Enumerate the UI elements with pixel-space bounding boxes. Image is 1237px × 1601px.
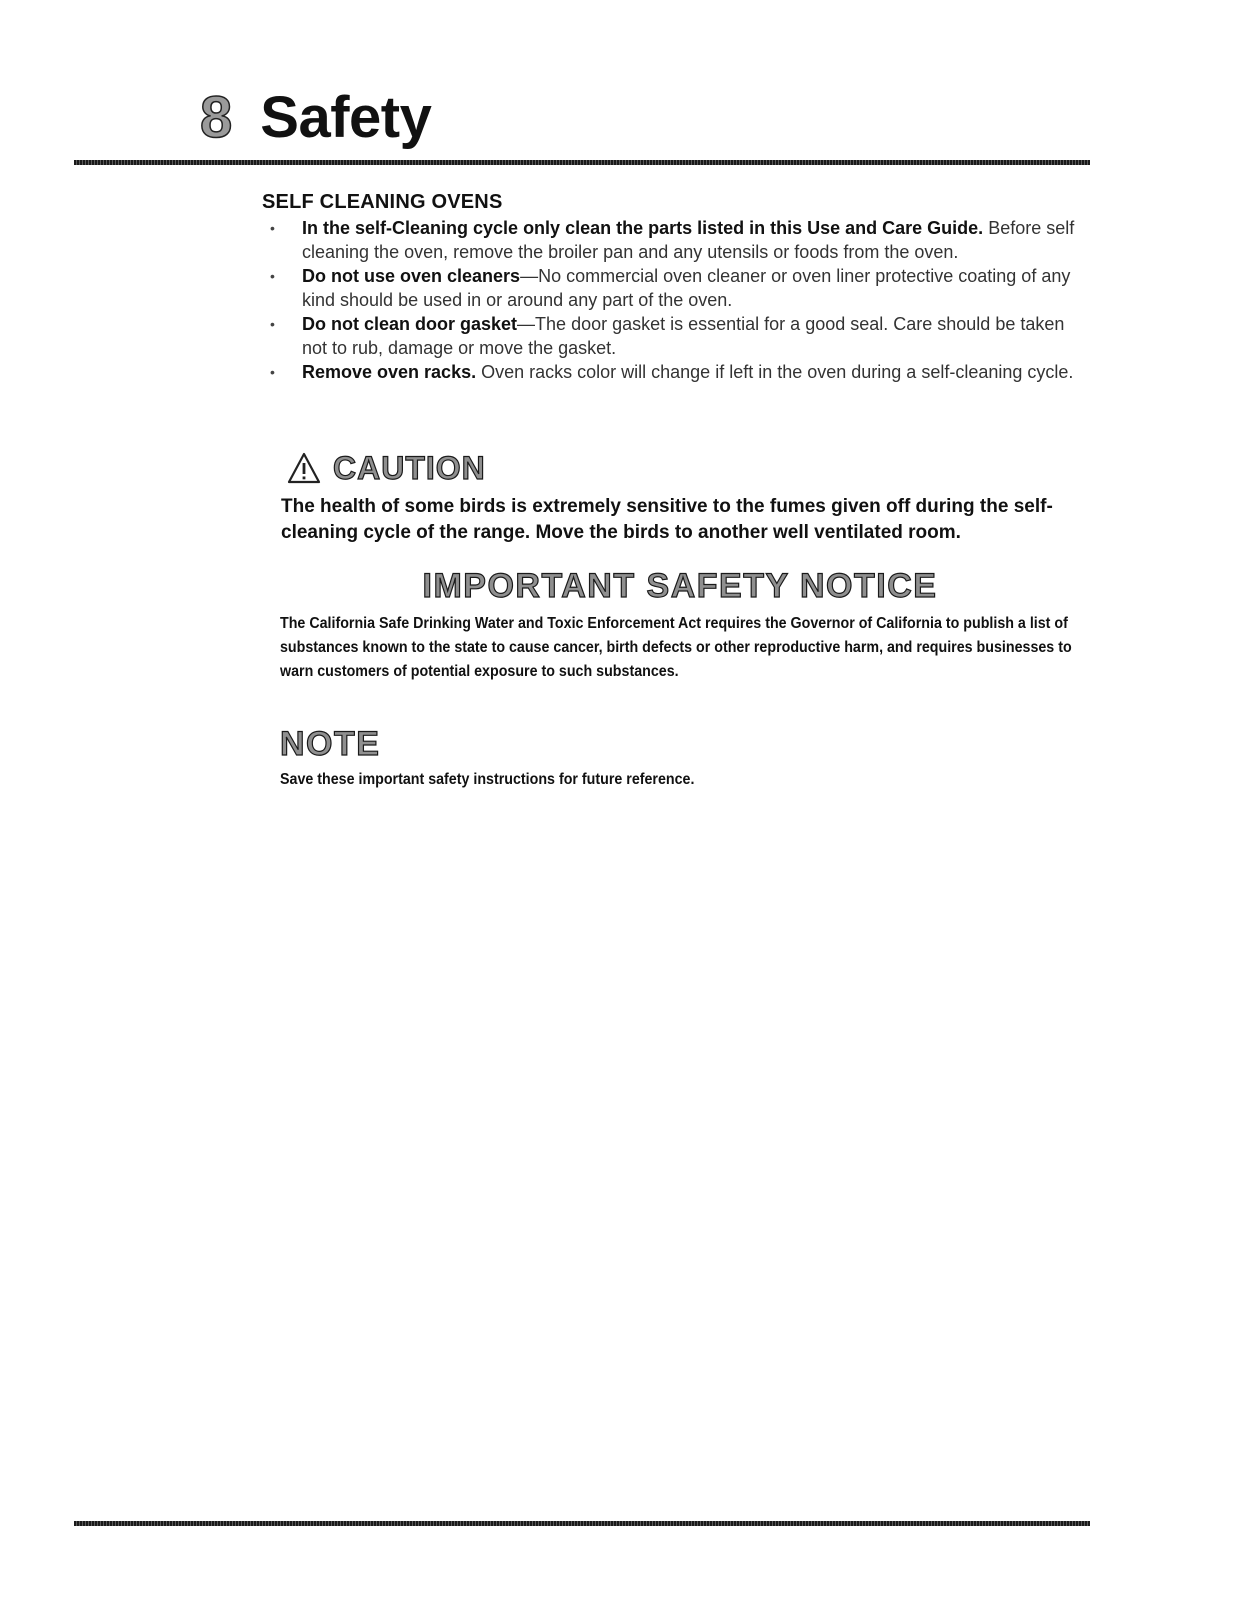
notice-heading: IMPORTANT SAFETY NOTICE — [422, 567, 938, 605]
caution-title — [287, 448, 1091, 488]
bullet-icon: • — [270, 268, 275, 284]
list-item-text: —No commercial oven cleaner or oven liner protective coating of any kind should be used in or around any part of the oven. — [302, 266, 1071, 310]
footer-divider — [74, 1521, 1090, 1526]
list-item-lead: Do not clean door gasket — [302, 314, 518, 334]
note-text: Save these important safety instructions for future reference. — [280, 771, 695, 788]
notice-text: The California Safe Drinking Water and Toxic Enforcement Act requires the Governor of California to publish a list of substances known to the state to cause cancer, birth defects or other reproductive harm, and requires businesses to warn customers of potential exposure to such substances. — [280, 615, 1072, 680]
caution-heading: CAUTION — [333, 449, 486, 486]
list-item — [262, 216, 1092, 264]
list-item-lead: In the self-Cleaning cycle only clean the parts listed in this Use and Care Guide. — [302, 218, 984, 238]
list-item-text: —The door gasket is essential for a good seal. Care should be taken not to rub, damage or move the gasket. — [302, 314, 1065, 358]
note-heading: NOTE — [280, 725, 381, 763]
bullet-icon: • — [270, 364, 275, 380]
caution-text: The health of some birds is extremely sensitive to the fumes given off during the self-cleaning cycle of the range. Move the birds to another well ventilated room. — [281, 496, 1053, 543]
self-cleaning-list — [262, 216, 1092, 384]
list-item-lead: Remove oven racks. — [302, 362, 477, 382]
section-heading: SELF CLEANING OVENS — [262, 191, 503, 213]
list-item — [262, 360, 1092, 384]
bullet-icon: • — [270, 316, 275, 332]
list-item-lead: Do not use oven cleaners — [302, 266, 521, 286]
bullet-icon: • — [270, 220, 275, 236]
self-cleaning-section — [262, 191, 1092, 384]
chapter-title: Safety — [260, 85, 432, 150]
caution-block — [281, 448, 1091, 546]
chapter-number: 8 — [200, 85, 233, 150]
note-block — [280, 725, 1090, 792]
list-item — [262, 264, 1092, 312]
chapter-header — [200, 78, 431, 158]
list-item-text: Oven racks color will change if left in the oven during a self-cleaning cycle. — [476, 362, 1074, 382]
list-item-text: Before self cleaning the oven, remove the broiler pan and any utensils or foods from the oven. — [302, 218, 1075, 262]
header-divider — [74, 160, 1090, 165]
important-notice-block — [280, 567, 1090, 684]
warning-triangle-icon — [287, 452, 321, 484]
list-item — [262, 312, 1092, 360]
